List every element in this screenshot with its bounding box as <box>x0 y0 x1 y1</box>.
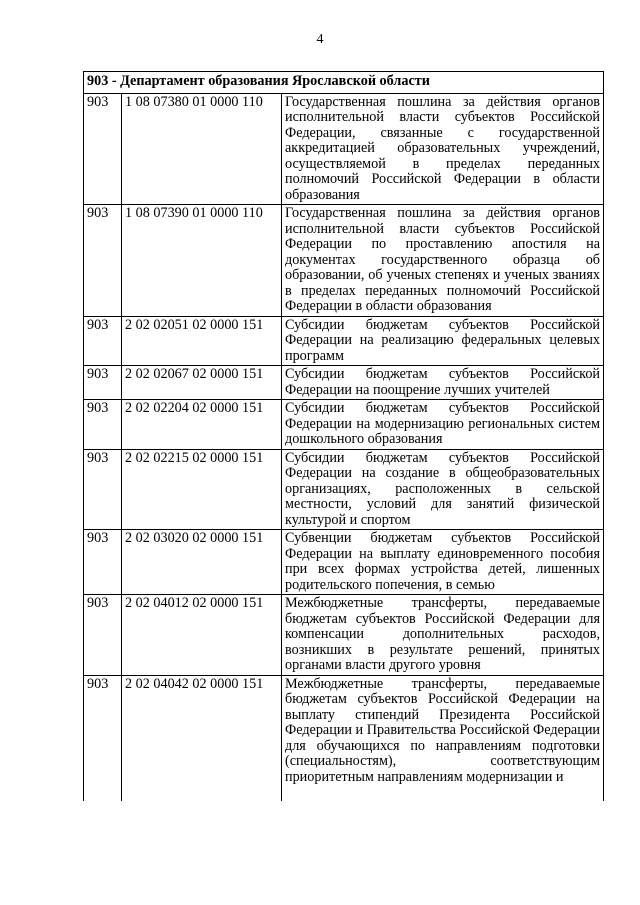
table-row <box>84 93 604 205</box>
description-cell: Государственная пошлина за действия органов исполнительной власти субъектов Российской Федерации по проставлению апостиля на документах государственного образца об образовании, об ученых степенях и ученых званиях в пределах переданных полномочий Российской Федерации в области образования <box>282 205 604 317</box>
description-cell: Межбюджетные трансферты, передаваемые бюджетам субъектов Российской Федерации для компенсации дополнительных расходов, возникших в результате решений, принятых органами власти другого уровня <box>282 595 604 676</box>
table-row <box>84 449 604 530</box>
table-row <box>84 316 604 366</box>
description-cell <box>282 675 604 801</box>
revenue-code-cell: 1 08 07380 01 0000 110 <box>122 93 282 205</box>
admin-code-cell: 903 <box>84 93 122 205</box>
table-row <box>84 675 604 801</box>
admin-code-cell: 903 <box>84 675 122 801</box>
revenue-code-cell: 2 02 04042 02 0000 151 <box>122 675 282 801</box>
description-cell: Субсидии бюджетам субъектов Российской Федерации на поощрение лучших учителей <box>282 366 604 400</box>
admin-code-cell: 903 <box>84 205 122 317</box>
revenue-code-cell: 2 02 02215 02 0000 151 <box>122 449 282 530</box>
revenue-code-cell: 2 02 02051 02 0000 151 <box>122 316 282 366</box>
description-cell: Субсидии бюджетам субъектов Российской Федерации на реализацию федеральных целевых программ <box>282 316 604 366</box>
revenue-code-cell: 1 08 07390 01 0000 110 <box>122 205 282 317</box>
revenue-code-cell: 2 02 02204 02 0000 151 <box>122 400 282 450</box>
admin-code-cell: 903 <box>84 449 122 530</box>
description-cell: Субсидии бюджетам субъектов Российской Федерации на модернизацию региональных систем дошкольного образования <box>282 400 604 450</box>
description-cell: Субсидии бюджетам субъектов Российской Федерации на создание в общеобразовательных организациях, расположенных в сельской местности, условий для занятий физической культурой и спортом <box>282 449 604 530</box>
admin-code-cell: 903 <box>84 530 122 595</box>
revenue-code-cell: 2 02 04012 02 0000 151 <box>122 595 282 676</box>
admin-code-cell: 903 <box>84 366 122 400</box>
revenue-code-cell: 2 02 03020 02 0000 151 <box>122 530 282 595</box>
admin-code-cell: 903 <box>84 595 122 676</box>
revenue-code-cell: 2 02 02067 02 0000 151 <box>122 366 282 400</box>
table-row <box>84 595 604 676</box>
table-row <box>84 400 604 450</box>
description-cell: Субвенции бюджетам субъектов Российской Федерации на выплату единовременного пособия при всех формах устройства детей, лишенных родительского попечения, в семью <box>282 530 604 595</box>
table-row <box>84 205 604 317</box>
table-row <box>84 366 604 400</box>
table-row <box>84 530 604 595</box>
section-header-row <box>84 72 604 94</box>
description-cell: Государственная пошлина за действия органов исполнительной власти субъектов Российской Федерации, связанные с государственной аккредитацией образовательных учреждений, осуществляемой в пределах переданных полномочий Российской Федерации в области образования <box>282 93 604 205</box>
admin-code-cell: 903 <box>84 316 122 366</box>
admin-code-cell: 903 <box>84 400 122 450</box>
revenue-codes-table <box>83 71 604 801</box>
section-title: 903 - Департамент образования Ярославской области <box>84 72 604 94</box>
description-text: Межбюджетные трансферты, передаваемые бюджетам субъектов Российской Федерации на выплату стипендий Президента Российской Федерации и Правительства Российской Федерации для обучающихся по направлениям подготовки (специальностям), соответствующим приоритетным направлениям модернизации и <box>285 676 601 785</box>
page-number: 4 <box>316 32 324 47</box>
